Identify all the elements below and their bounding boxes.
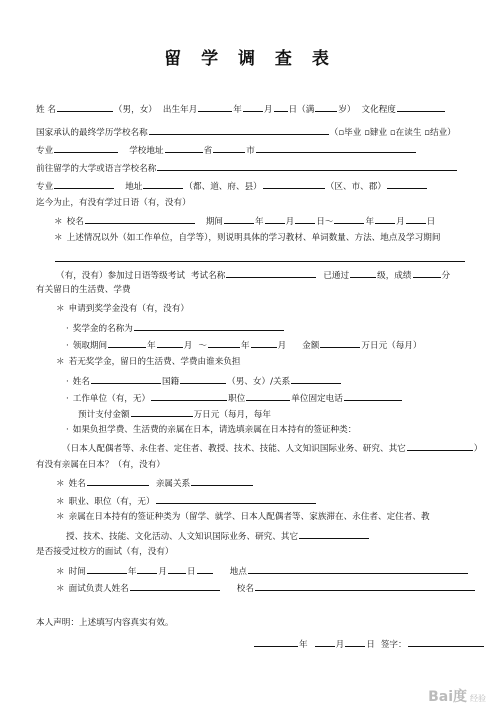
interview-day-extra[interactable] bbox=[197, 564, 213, 574]
sponsor-relation-field[interactable] bbox=[291, 374, 341, 384]
row-major-address: 专业 学校地址 省 市 bbox=[36, 143, 417, 157]
birth-month-field[interactable] bbox=[243, 102, 263, 112]
row-final-school: 国家承认的最终学历学校名称 （▫毕业 ▫肄业 ▫在读生 ▫结业） bbox=[36, 125, 456, 139]
row-signature: 年 月 日 签字： bbox=[253, 637, 485, 651]
visa-other-field[interactable] bbox=[407, 441, 473, 451]
study-start-year[interactable] bbox=[224, 214, 254, 224]
payment-amount-field[interactable] bbox=[131, 407, 193, 417]
sign-month-field[interactable] bbox=[315, 637, 335, 647]
row-scholarship-period: · 领取期间 年 月 ～ 年 月 金额 万日元（每月） bbox=[66, 338, 422, 352]
study-school-field[interactable] bbox=[85, 214, 195, 224]
row-interviewer: ＊ 面试负责人姓名 校名 bbox=[56, 581, 476, 595]
sponsor-employer-field[interactable] bbox=[151, 391, 227, 401]
study-end-day[interactable] bbox=[406, 214, 426, 224]
row-relative-name: ＊ 姓名 亲属关系 bbox=[56, 476, 254, 490]
passed-level-field[interactable] bbox=[350, 268, 376, 278]
relative-relation-field[interactable] bbox=[191, 476, 253, 486]
row-sponsor: ＊ 若无奖学金，留日的生活费、学费由谁来负担 bbox=[56, 357, 241, 367]
interviewer-field[interactable] bbox=[130, 581, 220, 591]
row-other-study: ＊ 上述情况以外（如工作单位，自学等），则说明具体的学习教材、单词数量、方法、地点及学习期间 bbox=[54, 233, 441, 243]
target-address-field[interactable] bbox=[143, 179, 183, 189]
form-title: 留 学 调 查 表 bbox=[164, 49, 336, 69]
target-school-field[interactable] bbox=[157, 161, 457, 171]
city-field[interactable] bbox=[213, 143, 245, 153]
sign-year-field[interactable] bbox=[254, 637, 298, 647]
birth-year-field[interactable] bbox=[198, 102, 232, 112]
row-payment: 预计支付金额 万日元（每月，每年 bbox=[78, 407, 271, 421]
name-field[interactable] bbox=[57, 102, 113, 112]
major-field[interactable] bbox=[54, 143, 118, 153]
row-relative-visa: ＊ 亲属在日本持有的签证种类为（留学、就学、日本人配偶者等、家族滞在、永住者、定住者、教 bbox=[56, 512, 430, 522]
interview-month-field[interactable] bbox=[137, 564, 157, 574]
signature-field[interactable] bbox=[408, 637, 484, 647]
scholar-end-month[interactable] bbox=[251, 338, 277, 348]
target-major-field[interactable] bbox=[54, 179, 114, 189]
scholar-end-year[interactable] bbox=[208, 338, 240, 348]
row-living-expenses: 有关留日的生活费、学费 bbox=[36, 285, 131, 295]
education-field[interactable] bbox=[397, 102, 445, 112]
scholarship-name-field[interactable] bbox=[134, 321, 284, 331]
row-relative-visa-note: · 如果负担学费、生活费的亲属在日本，请选填亲属在日本持有的签证种类： bbox=[66, 425, 357, 435]
relative-job-field[interactable] bbox=[156, 494, 316, 504]
row-study-school: ＊ 校名 期间 年 月 日～ 年 月 日 bbox=[54, 214, 435, 228]
row-target-major: 专业 地址 （都、道、府、县） （区、市、郡） bbox=[36, 179, 428, 193]
final-school-field[interactable] bbox=[149, 125, 329, 135]
row-scholarship: ＊ 申请到奖学金没有（有，没有） bbox=[56, 304, 189, 314]
relative-visa-other-field[interactable] bbox=[299, 529, 369, 539]
other-study-field[interactable] bbox=[55, 252, 465, 262]
interview-place-field[interactable] bbox=[248, 564, 468, 574]
row-interview: 是否接受过校方的面试（有，没有） bbox=[36, 547, 174, 557]
prefecture-field[interactable] bbox=[263, 179, 325, 189]
scholar-start-year[interactable] bbox=[108, 338, 146, 348]
province-field[interactable] bbox=[165, 143, 203, 153]
study-end-month[interactable] bbox=[375, 214, 395, 224]
sponsor-name-field[interactable] bbox=[91, 374, 161, 384]
sign-day-field[interactable] bbox=[345, 637, 365, 647]
watermark-logo: Bai度 经验 bbox=[428, 689, 486, 705]
birth-day-field[interactable] bbox=[274, 102, 288, 112]
address-detail-field[interactable] bbox=[256, 143, 416, 153]
exam-name-field[interactable] bbox=[226, 268, 316, 278]
row-jlpt: （有，没有）参加过日语等级考试 考试名称 已通过 级，成绩 分 bbox=[56, 268, 450, 282]
row-target-school: 前往留学的大学或语言学校名称 bbox=[36, 161, 458, 175]
ward-field[interactable] bbox=[387, 179, 427, 189]
row-sponsor-work: · 工作单位（有，无） 职位 单位固定电话 bbox=[66, 391, 403, 405]
scholar-start-month[interactable] bbox=[157, 338, 183, 348]
row-name-birth: 姓 名 （男，女） 出生年月 年 月 日（满 岁） 文化程度 bbox=[36, 102, 446, 116]
interview-day-field[interactable] bbox=[168, 564, 186, 574]
score-field[interactable] bbox=[413, 268, 441, 278]
row-interview-time: ＊ 时间 年 月 日 地点 bbox=[56, 564, 469, 578]
row-sponsor-name: · 姓名 国籍 （男、女）/关系 bbox=[66, 374, 342, 388]
study-start-day[interactable] bbox=[295, 214, 315, 224]
row-visa-types: （日本人配偶者等、永住者、定住者、教授、技术、技能、人文知识国际业务、研究、其它 ） bbox=[62, 441, 482, 455]
row-relative-visa-cont: 授、技术、技能、文化活动、人文知识国际业务、研究、其它 bbox=[66, 529, 370, 543]
row-scholarship-name: · 奖学金的名称为 bbox=[66, 321, 285, 335]
row-japanese-study: 迄今为止，有没有学过日语（有，没有） bbox=[36, 198, 191, 208]
row-relatives-in-japan: 有没有亲属在日本？（有，没有） bbox=[36, 460, 165, 470]
study-start-month[interactable] bbox=[265, 214, 285, 224]
sponsor-nationality-field[interactable] bbox=[180, 374, 226, 384]
sponsor-position-field[interactable] bbox=[246, 391, 290, 401]
scholar-amount-field[interactable] bbox=[320, 338, 360, 348]
sponsor-phone-field[interactable] bbox=[344, 391, 402, 401]
study-end-year[interactable] bbox=[334, 214, 364, 224]
declaration: 本人声明：上述填写内容真实有效。 bbox=[36, 618, 174, 628]
interview-year-field[interactable] bbox=[87, 564, 127, 574]
interview-school-field[interactable] bbox=[255, 581, 475, 591]
relative-name-field[interactable] bbox=[87, 476, 149, 486]
row-relative-job: ＊ 职业、职位（有，无） bbox=[56, 494, 317, 508]
other-study-line bbox=[54, 252, 466, 266]
age-field[interactable] bbox=[315, 102, 337, 112]
